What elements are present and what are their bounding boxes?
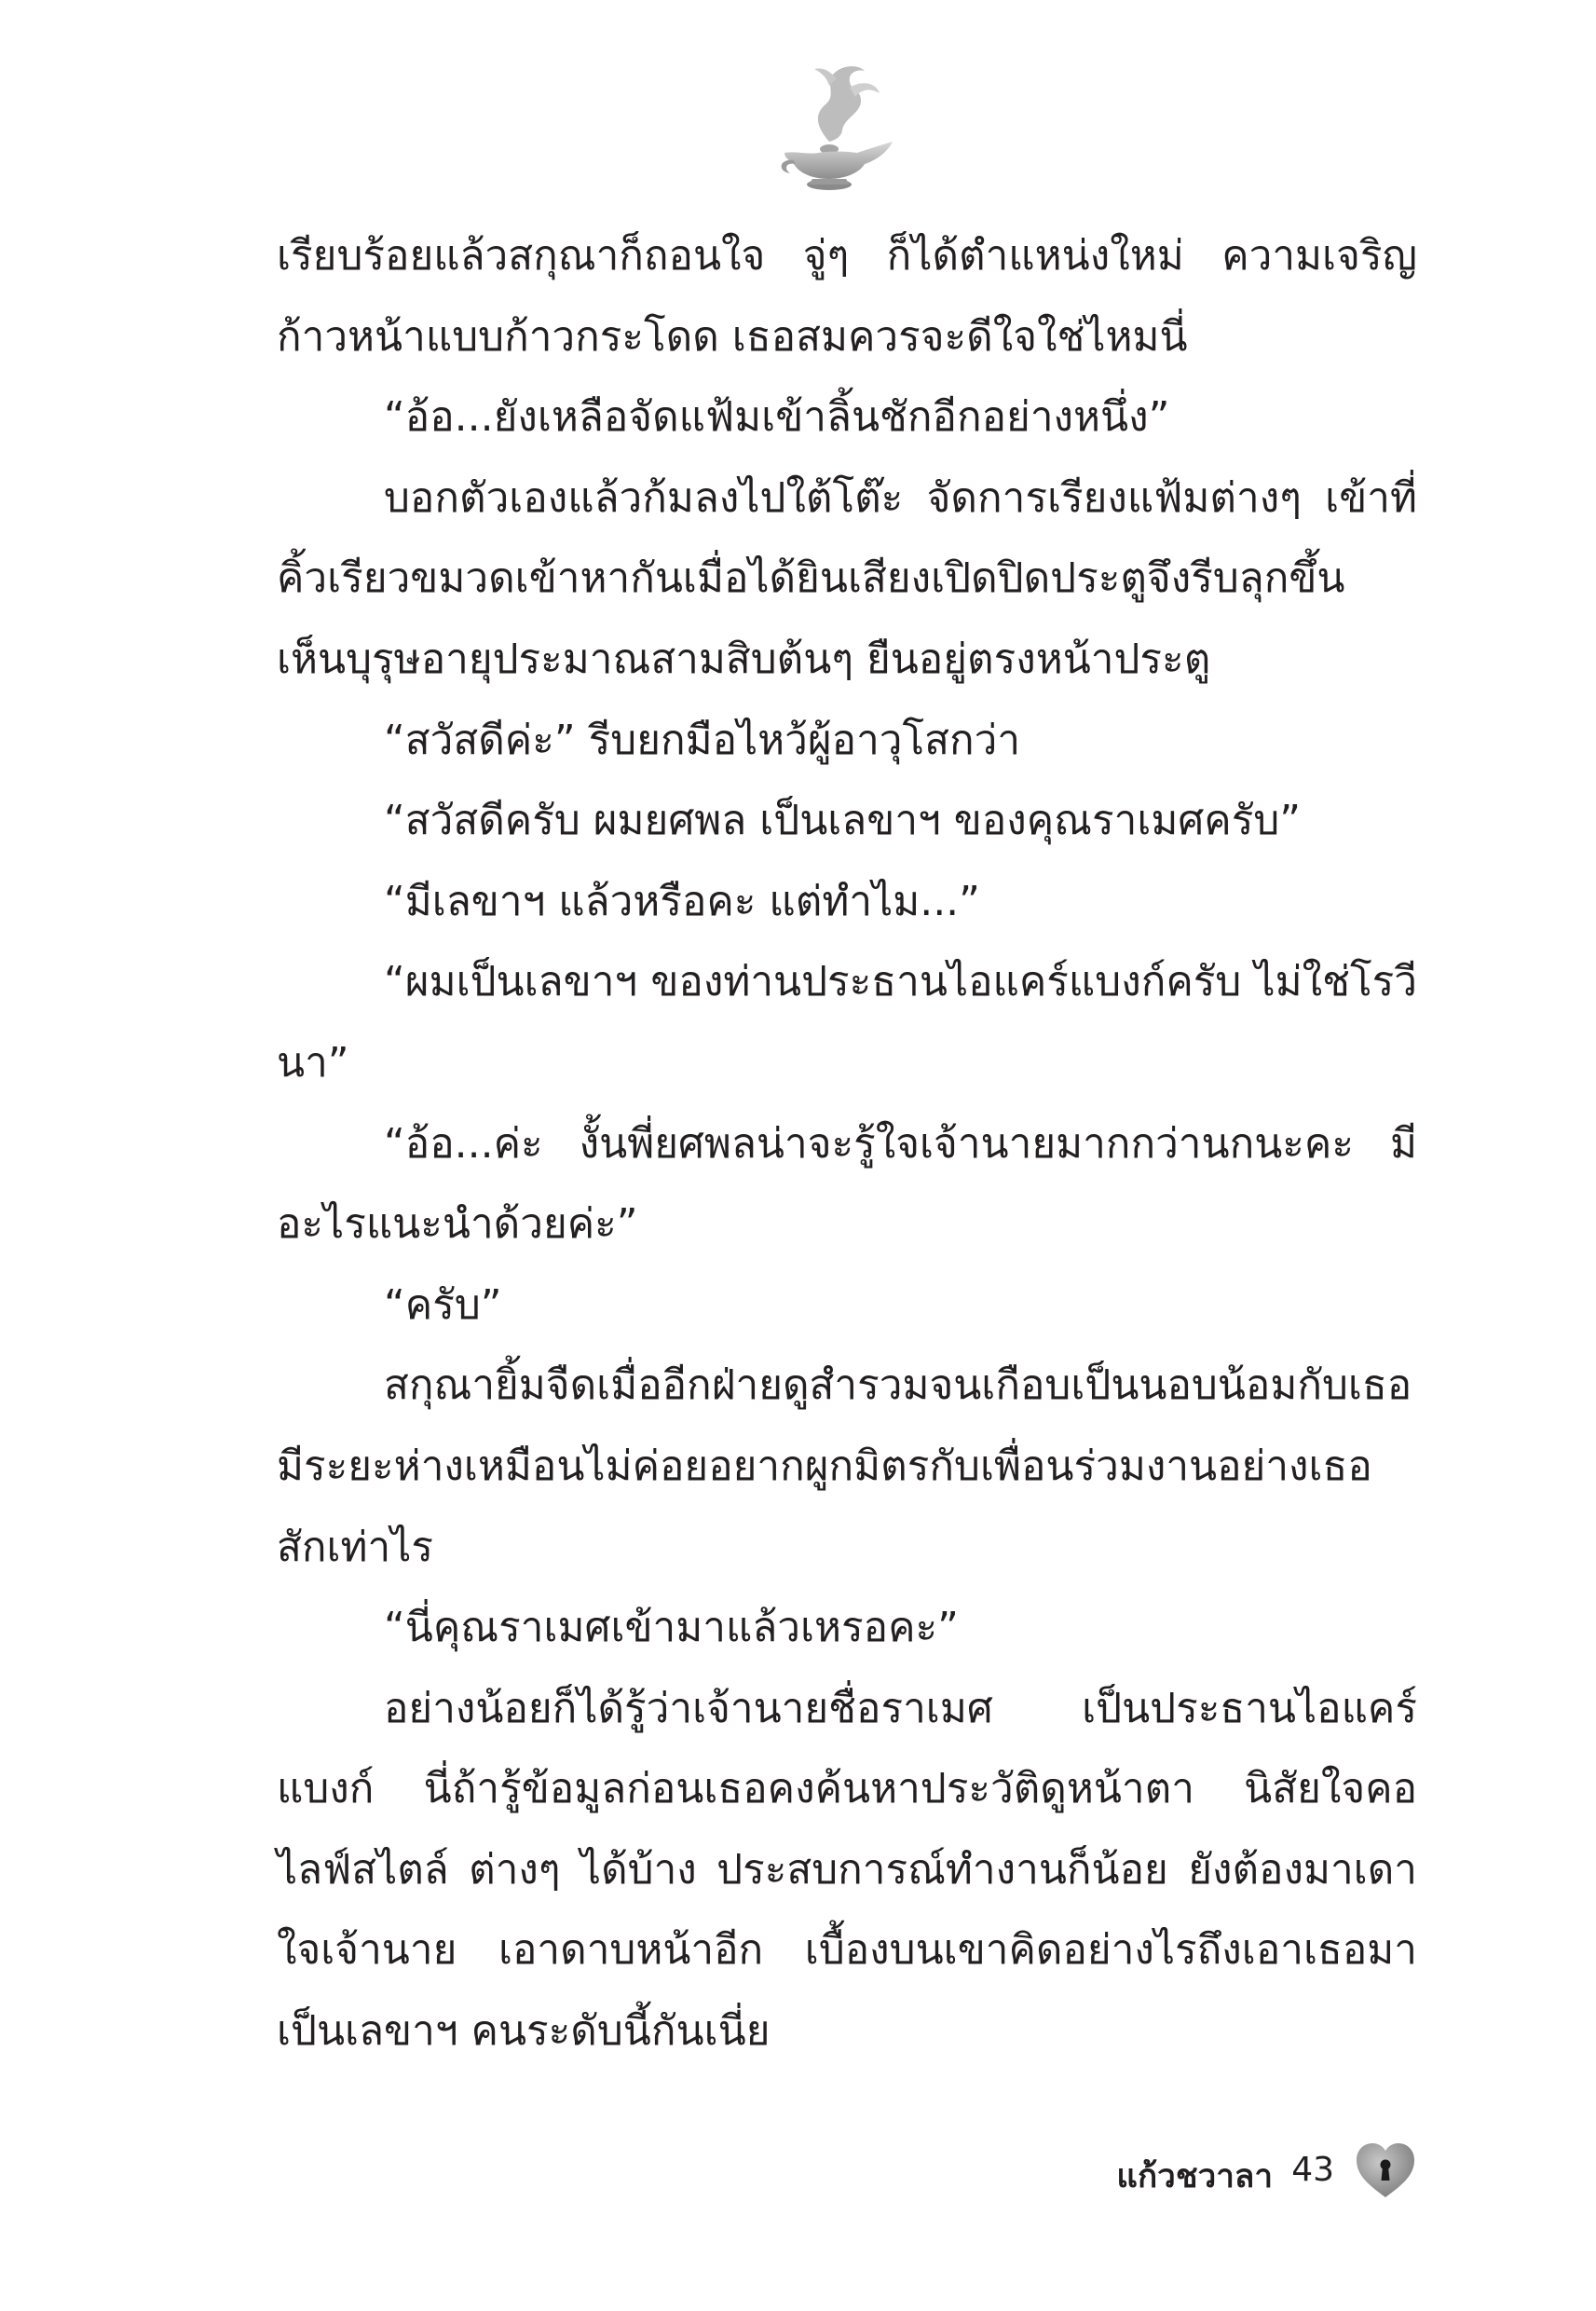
body-text <box>277 216 1417 2072</box>
paragraph: “อ้อ...ค่ะ งั้นพี่ยศพลน่าจะรู้ใจเจ้านายมากกว่านกนะคะ มีอะไรแนะนำด้วยค่ะ” <box>277 1119 1417 1249</box>
paragraph: เรียบร้อยแล้วสกุณาก็ถอนใจ จู่ๆ ก็ได้ตำแหน่งใหม่ ความเจริญก้าวหน้าแบบก้าวกระโดด เธอสมควรจะดีใจใช่ไหมนี่ <box>277 232 1417 361</box>
paragraph: “สวัสดีครับ ผมยศพล เป็นเลขาฯ ของคุณราเมศครับ” <box>384 797 1302 845</box>
paragraph: สกุณายิ้มจืดเมื่ออีกฝ่ายดูสำรวมจนเกือบเป็นนอบน้อมกับเธอ มีระยะห่างเหมือนไม่ค่อยอยากผูกมิตรกับเพื่อนร่วมงานอย่างเธอสักเท่าไร <box>277 1361 1412 1571</box>
paragraph: “มีเลขาฯ แล้วหรือคะ แต่ทำไม...” <box>384 877 980 925</box>
page-footer <box>1025 2141 1416 2207</box>
page-number: 43 <box>1291 2151 1334 2189</box>
paragraph: “ผมเป็นเลขาฯ ของท่านประธานไอแคร์แบงก์ครับ ไม่ใช่โรวีนา” <box>277 958 1417 1087</box>
paragraph: “นี่คุณราเมศเข้ามาแล้วเหรอคะ” <box>384 1604 959 1652</box>
paragraph: “ครับ” <box>384 1280 502 1329</box>
genie-lamp-icon <box>771 56 902 196</box>
paragraph: อย่างน้อยก็ได้รู้ว่าเจ้านายชื่อราเมศ เป็นประธานไอแคร์แบงก์ นี่ถ้ารู้ข้อมูลก่อนเธอคงค้นหาประวัติดูหน้าตา นิสัยใจคอ ไลฟ์สไตล์ ต่างๆ ได้บ้าง ประสบการณ์ทำงานก็น้อย ยังต้องมาเดาใจเจ้านาย เอาดาบหน้าอีก เบื้องบนเขาคิดอย่างไรถึงเอาเธอมาเป็นเลขาฯ คนระดับนี้กันเนี่ย <box>277 1684 1417 2056</box>
heart-keyhole-icon <box>1355 2141 1416 2199</box>
paragraph: “สวัสดีค่ะ” รีบยกมือไหว้ผู้อาวุโสกว่า <box>384 716 1021 764</box>
paragraph: บอกตัวเองแล้วก้มลงไปใต้โต๊ะ จัดการเรียงแฟ้มต่างๆ เข้าที่ คิ้วเรียวขมวดเข้าหากันเมื่อได้ยินเสียงเปิดปิดประตูจึงรีบลุกขึ้น เห็นบุรุษอายุประมาณสามสิบต้นๆ ยืนอยู่ตรงหน้าประตู <box>277 473 1417 683</box>
book-title: แก้วชวาลา <box>1116 2158 1273 2195</box>
paragraph: “อ้อ...ยังเหลือจัดแฟ้มเข้าลิ้นชักอีกอย่างหนึ่ง” <box>384 393 1170 442</box>
